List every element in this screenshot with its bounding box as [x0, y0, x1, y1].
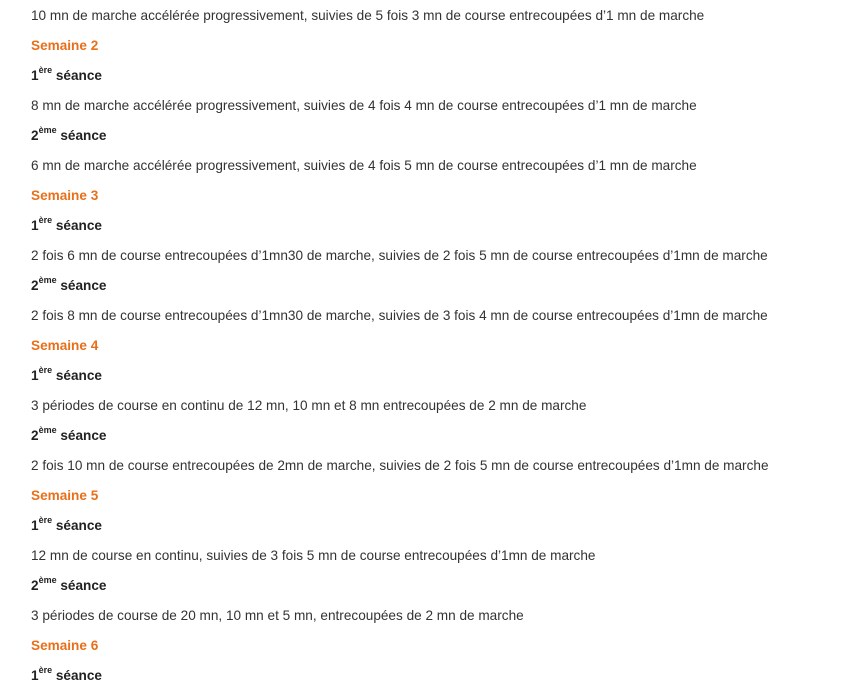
- week-heading: Semaine 2: [31, 38, 99, 53]
- week-heading: Semaine 5: [31, 488, 99, 503]
- session-number: 2: [31, 278, 39, 293]
- week-heading: Semaine 3: [31, 188, 99, 203]
- session-label: séance: [52, 68, 102, 83]
- session-description: 12 mn de course en continu, suivies de 3 fois 5 mn de course entrecoupées d’1mn de marche: [31, 548, 596, 563]
- session-ordinal: ème: [38, 425, 57, 436]
- session-label: séance: [56, 428, 107, 443]
- session-heading: [31, 511, 834, 541]
- session-number: 1: [31, 218, 39, 233]
- session-number: 2: [31, 128, 39, 143]
- session-number: 2: [31, 578, 39, 593]
- session-ordinal: ème: [38, 275, 57, 286]
- week-heading: Semaine 4: [31, 338, 99, 353]
- session-description: 3 périodes de course en continu de 12 mn, 10 mn et 8 mn entrecoupées de 2 mn de marche: [31, 398, 587, 413]
- session-number: 1: [31, 518, 39, 533]
- session-ordinal: ème: [38, 125, 57, 136]
- session-number: 1: [31, 668, 39, 683]
- session-label: séance: [52, 518, 102, 533]
- session-description: 2 fois 8 mn de course entrecoupées d’1mn30 de marche, suivies de 3 fois 4 mn de course entrecoupées d’1mn de marche: [31, 308, 768, 323]
- session-heading: [31, 361, 834, 391]
- training-plan: [31, 0, 834, 691]
- session-heading: [31, 271, 834, 301]
- session-heading: [31, 121, 834, 151]
- session-label: séance: [52, 368, 102, 383]
- session-number: 1: [31, 368, 39, 383]
- session-description: 6 mn de marche accélérée progressivement, suivies de 4 fois 5 mn de course entrecoupées d’1 mn de marche: [31, 158, 697, 173]
- session-number: 2: [31, 428, 39, 443]
- session-ordinal: ère: [38, 65, 53, 76]
- session-ordinal: ère: [38, 515, 53, 526]
- session-heading: [31, 211, 834, 241]
- week-heading: Semaine 6: [31, 638, 99, 653]
- session-ordinal: ème: [38, 575, 57, 586]
- session-ordinal: ère: [38, 215, 53, 226]
- session-description: 3 périodes de course de 20 mn, 10 mn et 5 mn, entrecoupées de 2 mn de marche: [31, 608, 524, 623]
- session-description: 8 mn de marche accélérée progressivement, suivies de 4 fois 4 mn de course entrecoupées d’1 mn de marche: [31, 98, 697, 113]
- session-label: séance: [52, 218, 102, 233]
- session-description: 2 fois 10 mn de course entrecoupées de 2mn de marche, suivies de 2 fois 5 mn de course entrecoupées d’1mn de marche: [31, 458, 769, 473]
- session-description: 10 mn de marche accélérée progressivement, suivies de 5 fois 3 mn de course entrecoupées d’1 mn de marche: [31, 8, 705, 23]
- session-ordinal: ère: [38, 665, 53, 676]
- session-number: 1: [31, 68, 39, 83]
- session-label: séance: [56, 578, 107, 593]
- session-label: séance: [52, 668, 102, 683]
- session-heading: [31, 571, 834, 601]
- session-heading: [31, 421, 834, 451]
- session-heading: [31, 661, 834, 691]
- session-ordinal: ère: [38, 365, 53, 376]
- session-label: séance: [56, 128, 107, 143]
- session-label: séance: [56, 278, 107, 293]
- session-heading: [31, 61, 834, 91]
- session-description: 2 fois 6 mn de course entrecoupées d’1mn30 de marche, suivies de 2 fois 5 mn de course entrecoupées d’1mn de marche: [31, 248, 768, 263]
